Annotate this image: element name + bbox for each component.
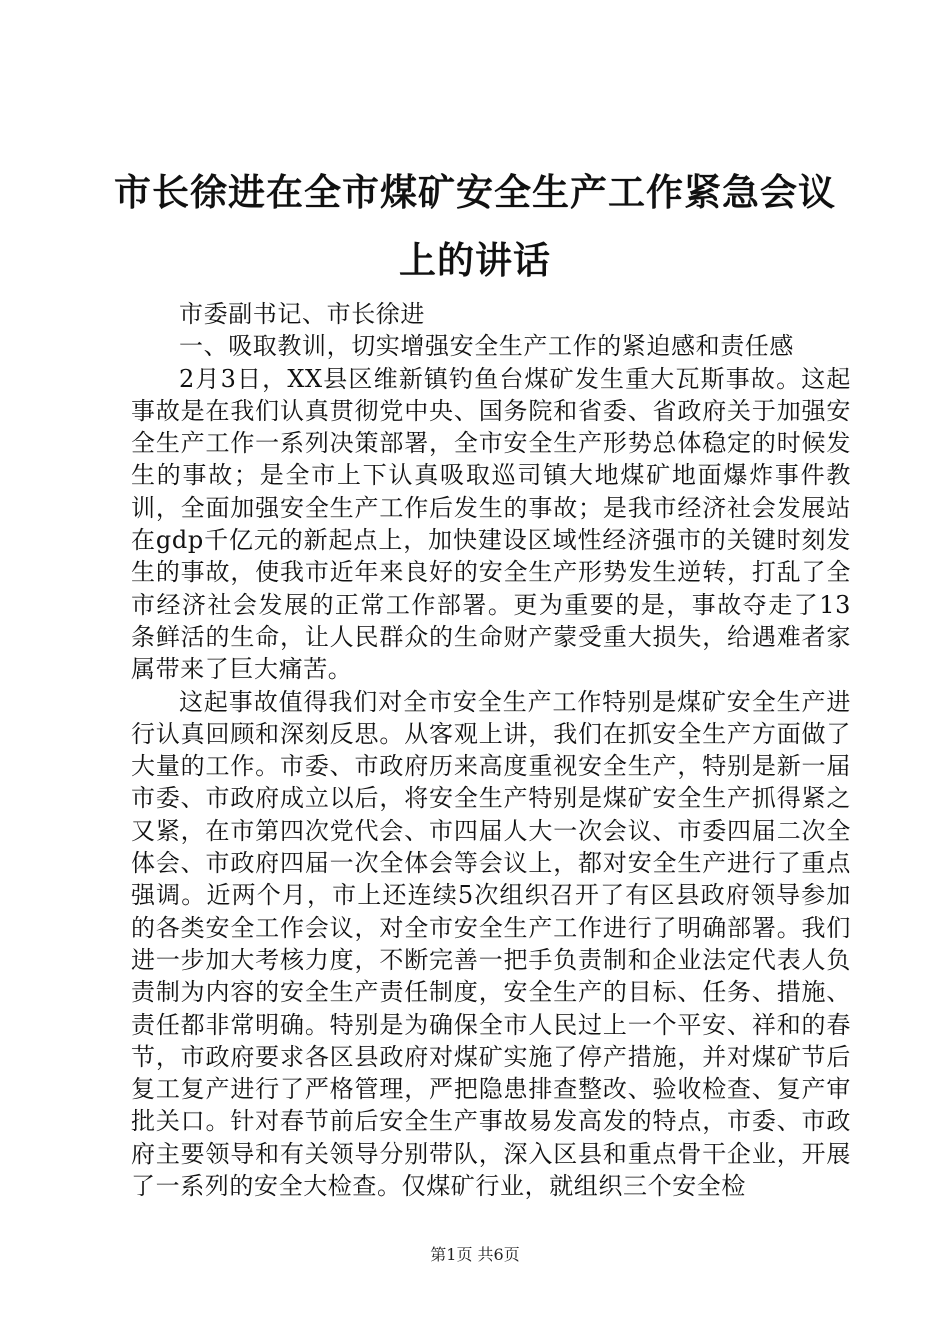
- body-paragraph-2: 这起事故值得我们对全市安全生产工作特别是煤矿安全生产进行认真回顾和深刻反思。从客观上讲，我们在抓安全生产方面做了大量的工作。市委、市政府历来高度重视安全生产，特别是新一届市委、市政府成立以后，将安全生产特别是煤矿安全生产抓得紧之又紧，在市第四次党代会、市四届人大一次会议、市委四届二次全体会、市政府四届一次全体会等会议上，都对安全生产进行了重点强调。近两个月，市上还连续5次组织召开了有区县政府领导参加的各类安全工作会议，对全市安全生产工作进行了明确部署。我们进一步加大考核力度，不断完善一把手负责制和企业法定代表人负责制为内容的安全生产责任制度，安全生产的目标、任务、措施、责任都非常明确。特别是为确保全市人民过上一个平安、祥和的春节，市政府要求各区县政府对煤矿实施了停产措施，并对煤矿节后复工复产进行了严格管理，严把隐患排查整改、验收检查、复产审批关口。针对春节前后安全生产事故易发高发的特点，市委、市政府主要领导和有关领导分别带队，深入区县和重点骨干企业，开展了一系列的安全大检查。仅煤矿行业，就组织三个安全检: [131, 687, 851, 1201]
- document-title: 市长徐进在全市煤矿安全生产工作紧急会议上的讲话: [114, 170, 836, 282]
- author-line: 市委副书记、市长徐进: [179, 300, 425, 328]
- section-heading: 一、吸取教训，切实增强安全生产工作的紧迫感和责任感: [179, 332, 794, 361]
- page-footer: 第1页 共6页: [430, 1245, 520, 1264]
- body-paragraph-1: 2月3日，XX县区维新镇钓鱼台煤矿发生重大瓦斯事故。这起事故是在我们认真贯彻党中央、国务院和省委、省政府关于加强安全生产工作一系列决策部署，全市安全生产形势总体稳定的时候发生的事故；是全市上下认真吸取巡司镇大地煤矿地面爆炸事件教训，全面加强安全生产工作后发生的事故；是我市经济社会发展站在gdp千亿元的新起点上，加快建设区域性经济强市的关键时刻发生的事故，使我市近年来良好的安全生产形势发生逆转，打乱了全市经济社会发展的正常工作部署。更为重要的是，事故夺走了13条鲜活的生命，让人民群众的生命财产蒙受重大损失，给遇难者家属带来了巨大痛苦。: [131, 364, 851, 684]
- document-body: [131, 298, 851, 1202]
